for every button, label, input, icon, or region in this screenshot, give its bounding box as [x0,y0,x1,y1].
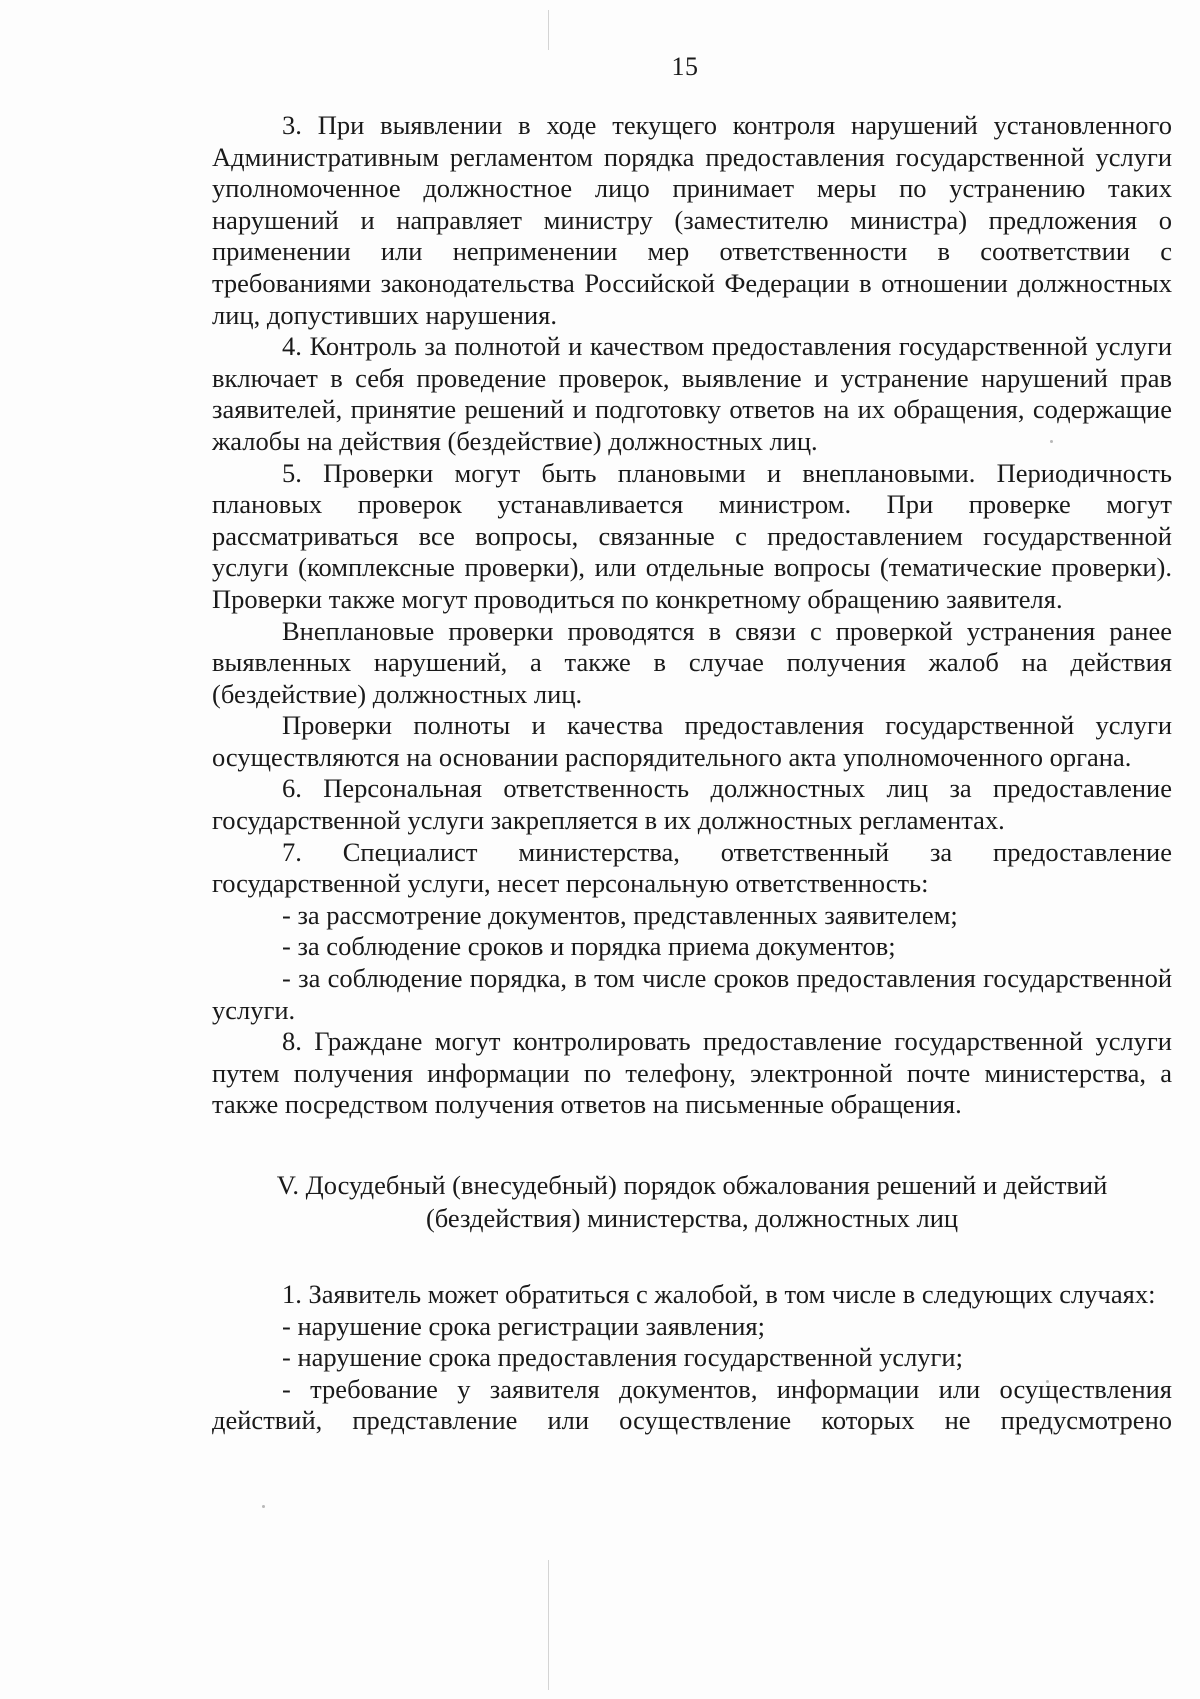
page-number: 15 [671,52,699,81]
section-heading [212,1169,1172,1235]
paragraph-8: 8. Граждане могут контролировать предоставление государственной услуги путем получения информации по телефону, электронной почте министерства, а также посредством получения ответов на письменные обращения. [212,1026,1172,1120]
list-item-service-deadline: - нарушение срока предоставления государственной услуги; [282,1342,963,1373]
paragraph-5: 5. Проверки могут быть плановыми и внеплановыми. Периодичность плановых проверок устанавливается министром. При проверке могут рассматриваться все вопросы, связанные с предоставлением государственной услуги (комплексные проверки), или отдельные вопросы (тематические проверки). Проверки также могут проводиться по конкретному обращению заявителя. [212,457,1172,614]
list-item-documents-review: - за рассмотрение документов, представленных заявителем; [282,899,958,930]
paragraph-3: 3. При выявлении в ходе текущего контроля нарушений установленного Административным регламентом порядка предоставления государственной услуги уполномоченное должностное лицо принимает меры по устранению таких нарушений и направляет министру (заместителю министра) предложения о применении или неприменении мер ответственности в соответствии с требованиями законодательства Российской Федерации в отношении должностных лиц, допустивших нарушения. [212,110,1172,330]
scan-speck [262,1505,265,1508]
list-item-registration-deadline: - нарушение срока регистрации заявления; [282,1310,765,1341]
section-heading-line-2: (бездействия) министерства, должностных лиц [425,1203,959,1233]
paragraph-7: 7. Специалист министерства, ответственный за предоставление государственной услуги, несет персональную ответственность: [212,836,1172,899]
section-heading-line-1: V. Досудебный (внесудебный) порядок обжалования решений и действий [276,1170,1108,1200]
list-item-documents-requirement: - требование у заявителя документов, информации или осуществления действий, представление или осуществление которых не предусмотрено [212,1373,1172,1436]
paragraph-unscheduled-checks: Внеплановые проверки проводятся в связи с проверкой устранения ранее выявленных нарушений, а также в случае получения жалоб на действия (бездействие) должностных лиц. [212,615,1172,709]
paragraph-6: 6. Персональная ответственность должностных лиц за предоставление государственной услуги закрепляется в их должностных регламентах. [212,773,1172,836]
scan-fold-mark-bottom [548,1560,549,1690]
paragraph-check-basis: Проверки полноты и качества предоставления государственной услуги осуществляются на основании распорядительного акта уполномоченного органа. [212,710,1172,772]
list-item-deadlines: - за соблюдение сроков и порядка приема документов; [282,931,896,962]
document-body [212,110,1172,1437]
list-item-procedure: - за соблюдение порядка, в том числе сроков предоставления государственной услуги. [212,963,1172,1025]
scan-fold-mark-top [548,10,549,50]
paragraph-4: 4. Контроль за полнотой и качеством предоставления государственной услуги включает в себя проведение проверок, выявление и устранение нарушений прав заявителей, принятие решений и подготовку ответов на их обращения, содержащие жалобы на действия (бездействие) должностных лиц. [212,331,1172,456]
section-paragraph-1: 1. Заявитель может обратиться с жалобой, в том числе в следующих случаях: [282,1279,1156,1309]
